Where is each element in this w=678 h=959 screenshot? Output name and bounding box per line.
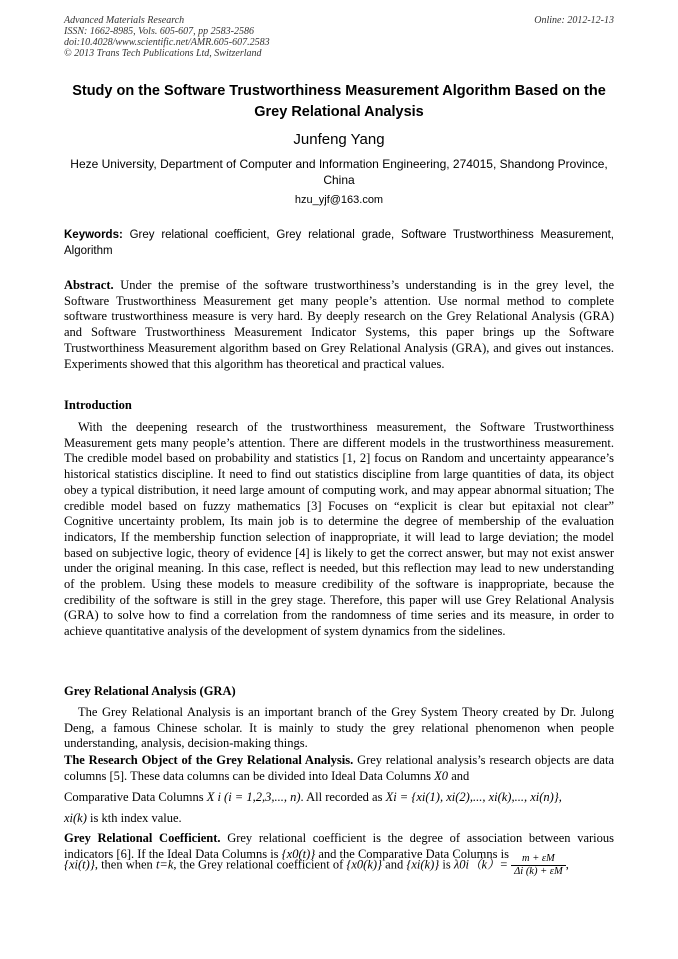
research-object-text-b: and	[451, 768, 470, 783]
symbol-xi-set: Xi = {xi(1), xi(2),..., xi(k),..., xi(n)},	[385, 790, 562, 804]
journal-doi: doi:10.4028/www.scientific.net/AMR.605-607.2583	[64, 37, 270, 48]
gra-heading: Grey Relational Analysis (GRA)	[64, 684, 236, 698]
coefficient-line-2	[64, 853, 614, 878]
symbol-x0t: {x0(t)}	[281, 846, 316, 861]
coefficient-formula-fraction	[511, 853, 566, 878]
introduction-heading: Introduction	[64, 398, 132, 412]
paper-title: Study on the Software Trustworthiness Measurement Algorithm Based on the Grey Relational Analysis	[72, 83, 606, 120]
author-name: Junfeng Yang	[293, 131, 385, 148]
coefficient-text-c: , then when	[94, 857, 153, 872]
journal-copyright: © 2013 Trans Tech Publications Ltd, Switzerland	[64, 48, 262, 59]
keywords-text: Grey relational coefficient, Grey relational grade, Software Trustworthiness Measurement, Algorithm	[64, 229, 614, 257]
keywords-label: Keywords:	[64, 229, 123, 241]
research-object-text-e: is kth index value.	[90, 811, 182, 825]
research-object-text-c: Comparative Data Columns	[64, 790, 204, 804]
lambda-symbol: λ0i（k）=	[453, 857, 508, 872]
online-date: Online: 2012-12-13	[534, 15, 614, 26]
coefficient-text-b: and the Comparative Data Columns is	[318, 846, 509, 861]
symbol-x0: X0	[434, 768, 449, 783]
research-object-line-2	[64, 790, 614, 806]
introduction-text: With the deepening research of the trustworthiness measurement, the Software Trustworthiness Measurement gets many people’s attention. There are different models in the trustworthiness measurement. The credible model based on probability and statistics [1, 2] focus on Random and uncertainty appearance’s historical statistics discipline. It need to find out statistics discipline from large quantities of data, its object obey a typical distribution, it need large amount of computing work, and may appear abnormal situation; The credible model based on fuzzy mathematics [3] Focuses on “explicit is clear but epitaxial not clear” Cognitive uncertainty problem, Its main job is to determine the degree of membership of the evaluation indicators, If the membership function selection of inappropriate, it will lead to large deviation; the model based on subjective logic, theory of evidence [4] is likely to get the correct answer, but may not exist answer under the original meaning. In this case, reflect is needed, but this reflection may lead to new understanding of the problem. Using these models to measure credibility of the software is inappropriate, because the credibility of the software is still in the grey stage. Therefore, this paper will use Grey Relational Analysis (GRA) to solve how to find a correlation from the randomness of time series and its measure, in order to achieve quantitative analysis of the development of system dynamics from the sidelines.	[64, 420, 614, 639]
symbol-xi-range: X i (i = 1,2,3,..., n)	[206, 790, 301, 804]
journal-name: Advanced Materials Research	[64, 15, 185, 26]
coefficient-text-a: Grey relational coefficient is the degree of association between various indicators [6]. If the Ideal Data Columns is	[64, 831, 615, 861]
coefficient-text-d: , the Grey relational coefficient of	[173, 857, 344, 872]
author-affiliation: Heze University, Department of Computer and Information Engineering, 274015, Shandong Province, China	[70, 157, 608, 187]
symbol-xik: xi(k)	[64, 811, 87, 825]
abstract-label: Abstract.	[64, 278, 114, 292]
research-object-paragraph	[64, 753, 614, 784]
abstract	[64, 278, 614, 372]
symbol-xik-set: {xi(k)}	[406, 857, 440, 872]
coefficient-label: Grey Relational Coefficient.	[64, 831, 221, 845]
formula-trailing-comma: ,	[565, 857, 569, 872]
coefficient-text-and: and	[385, 857, 404, 872]
abstract-text: Under the premise of the software trustworthiness’s understanding is in the grey level, the Software Trustworthiness Measurement get many people’s attention. Use normal method to complete software trustworthiness measure is very hard. By deeply research on the Grey Relational Analysis (GRA) and Software Trustworthiness Measurement Indicator Systems, this paper brings up the Software Trustworthiness Measurement algorithm based on Grey Relational Analysis (GRA), and gives out instances. Experiments showed that this algorithm has theoretical and practical values.	[64, 278, 614, 371]
research-object-label: The Research Object of the Grey Relational Analysis.	[64, 753, 354, 767]
condition-t-equals-k: t=k	[155, 857, 174, 872]
author-email[interactable]: hzu_yjf@163.com	[294, 194, 384, 206]
coefficient-text-is: is	[442, 857, 451, 872]
journal-issn: ISSN: 1662-8985, Vols. 605-607, pp 2583-2586	[64, 26, 254, 37]
research-object-text-a: Grey relational analysis’s research objects are data columns [5]. These data columns can be divided into Ideal Data Columns	[64, 753, 614, 783]
symbol-xit: {xi(t)}	[64, 857, 95, 872]
keywords	[64, 228, 614, 259]
symbol-x0k: {x0(k)}	[346, 857, 383, 872]
formula-numerator: m + εM	[511, 853, 566, 866]
research-object-text-d: . All recorded as	[300, 790, 383, 804]
formula-denominator: Δi (k) + εM	[514, 866, 563, 877]
journal-header	[64, 15, 270, 59]
research-object-line-3	[64, 811, 614, 827]
gra-text: The Grey Relational Analysis is an important branch of the Grey System Theory created by Dr. Julong Deng, a famous Chinese scholar. It is mainly to study the grey relational phenomenon when people understanding, analysis, decision-making things.	[64, 705, 614, 751]
